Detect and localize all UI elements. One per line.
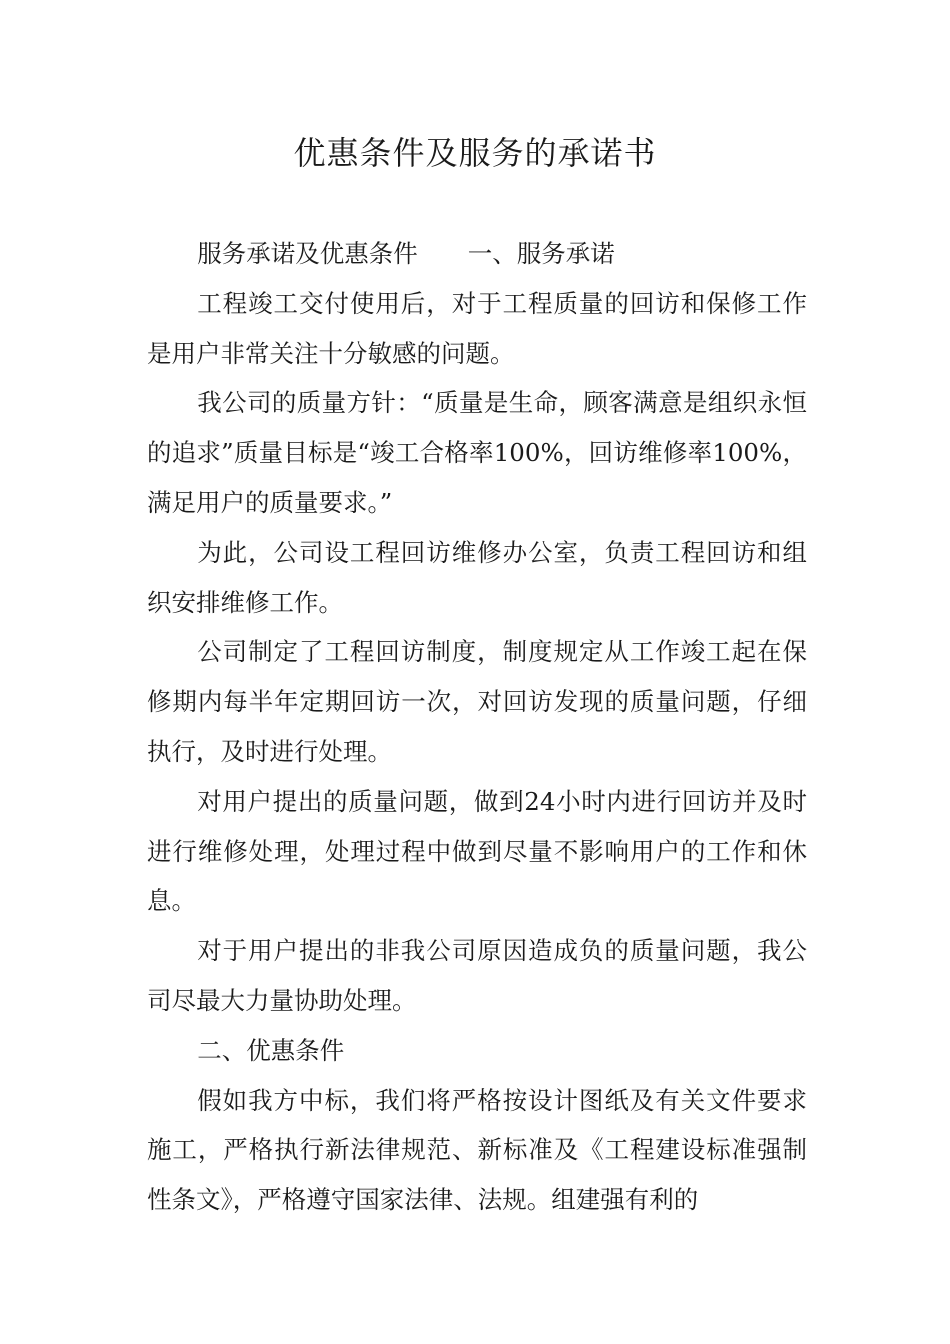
intro-right-text: 一、服务承诺 bbox=[467, 239, 615, 268]
paragraph-2: 我公司的质量方针：“质量是生命，顾客满意是组织永恒的追求”质量目标是“竣工合格率100%，回访维修率100%，满足用户的质量要求。” bbox=[147, 388, 807, 517]
document-title: 优惠条件及服务的承诺书 bbox=[293, 134, 657, 172]
section-heading-2: 二、优惠条件 bbox=[197, 1035, 345, 1065]
paragraph-1: 工程竣工交付使用后，对于工程质量的回访和保修工作是用户非常关注十分敏感的问题。 bbox=[147, 288, 807, 368]
intro-paragraph bbox=[147, 229, 807, 279]
document-body bbox=[147, 229, 807, 1225]
intro-left-text: 服务承诺及优惠条件 bbox=[197, 239, 418, 268]
paragraph-3: 为此，公司设工程回访维修办公室，负责工程回访和组织安排维修工作。 bbox=[147, 537, 807, 617]
paragraph-5: 对用户提出的质量问题，做到24小时内进行回访并及时进行维修处理，处理过程中做到尽量不影响用户的工作和休息。 bbox=[147, 786, 807, 916]
paragraph-4: 公司制定了工程回访制度，制度规定从工作竣工起在保修期内每半年定期回访一次，对回访发现的质量问题，仔细执行，及时进行处理。 bbox=[147, 637, 807, 766]
paragraph-8: 假如我方中标，我们将严格按设计图纸及有关文件要求施工，严格执行新法律规范、新标准及《工程建设标准强制性条文》，严格遵守国家法律、法规。组建强有利的 bbox=[147, 1085, 807, 1215]
paragraph-6: 对于用户提出的非我公司原因造成负的质量问题，我公司尽最大力量协助处理。 bbox=[147, 936, 807, 1015]
